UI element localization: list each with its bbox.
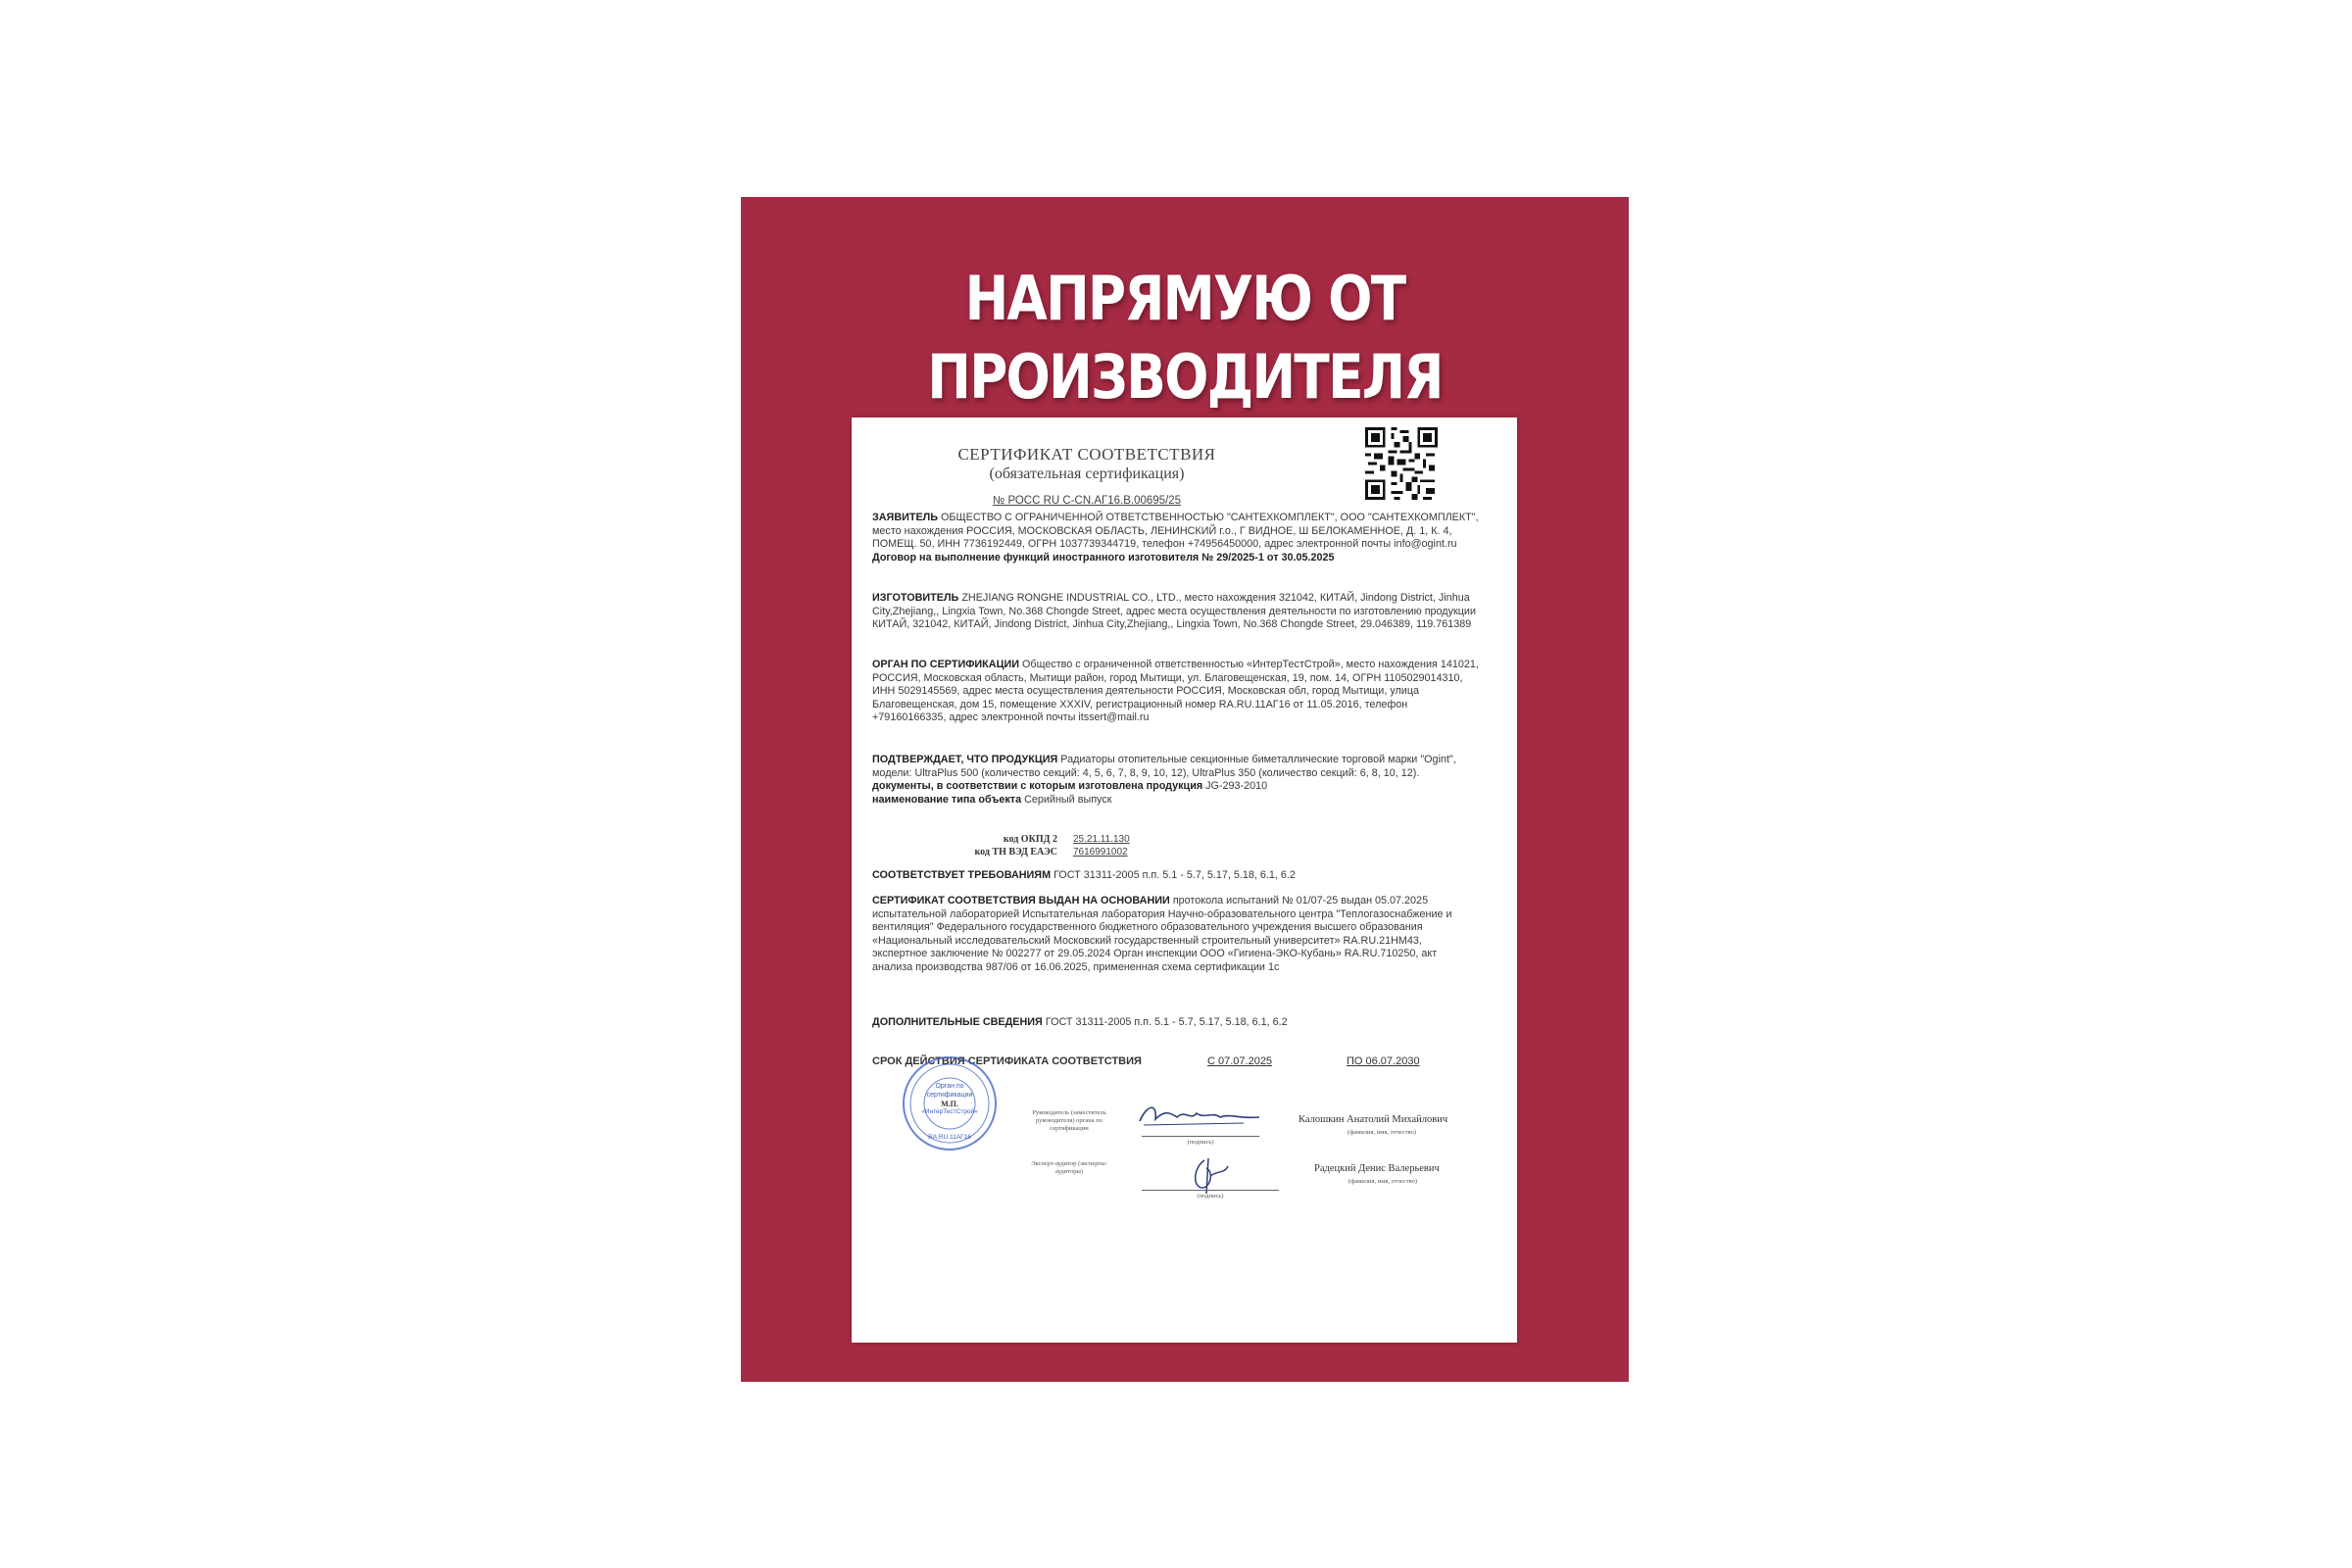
requirements-section — [872, 869, 1480, 883]
tnved-label: код ТН ВЭД ЕАЭС — [974, 847, 1057, 858]
qr-code-icon — [1365, 427, 1438, 500]
headline-line-2: ПРОИЗВОДИТЕЛЯ — [927, 341, 1443, 413]
object-type-label: наименование типа объекта — [872, 793, 1022, 806]
requirements-label: СООТВЕТСТВУЕТ ТРЕБОВАНИЯМ — [872, 869, 1052, 881]
product-codes — [930, 833, 1130, 858]
certificate-title: СЕРТИФИКАТ СООТВЕТСТВИЯ — [957, 445, 1216, 464]
applicant-label: ЗАЯВИТЕЛЬ — [872, 512, 939, 523]
tnved-value: 7616991002 — [1073, 847, 1128, 858]
certificate-document — [852, 417, 1517, 1343]
contract-text: Договор на выполнение функций иностранного изготовителя № 29/2025-1 от 30.05.2025 — [872, 551, 1335, 564]
stamp-line-2: сертификации — [926, 1092, 973, 1099]
applicant-section — [872, 512, 1480, 564]
validity-label: СРОК ДЕЙСТВИЯ СЕРТИФИКАТА СООТВЕТСТВИЯ — [872, 1055, 1142, 1067]
okpd-value: 25.21.11.130 — [1073, 834, 1130, 845]
applicant-text: ОБЩЕСТВО С ОГРАНИЧЕННОЙ ОТВЕТСТВЕННОСТЬЮ "САНТЕХКОМПЛЕКТ", ООО "САНТЕХКОМПЛЕКТ", место нахождения РОССИЯ, МОСКОВСКАЯ ОБЛАСТЬ, ЛЕНИНСКИЙ г.о., Г ВИДНОЕ, Ш БЕЛОКАМЕННОЕ, Д. 1, К. 4, ПОМЕЩ. 50, ИНН 7736192449, ОГРН 1037739344719, телефон +74956450000, адрес электронной почты info@ogint.ru — [872, 512, 1479, 551]
manufacturer-section — [872, 592, 1480, 632]
head-signature — [1136, 1100, 1263, 1129]
product-section — [872, 754, 1480, 807]
manufacturer-label: ИЗГОТОВИТЕЛЬ — [872, 592, 959, 604]
headline-line-1: НАПРЯМУЮ ОТ — [964, 263, 1405, 334]
stamp-line-4: RA.RU.11АГ16 — [928, 1134, 971, 1141]
stamp-line-1: Орган по — [935, 1083, 964, 1090]
additional-section — [872, 1016, 1480, 1030]
additional-label: ДОПОЛНИТЕЛЬНЫЕ СВЕДЕНИЯ — [872, 1016, 1043, 1028]
manufacturer-text: ZHEJIANG RONGHE INDUSTRIAL CO., LTD., место нахождения 321042, КИТАЙ, Jindong District, Jinhua City,Zhejiang,, Lingxia Town, No.368 Chongde Street, адрес места осуществления деятельности по изготовлению продукции КИТАЙ, 321042, КИТАЙ, Jindong District, Jinhua City,Zhejiang,, Lingxia Town, No.368 Chongde Street, 29.046389, 119.761389 — [872, 592, 1476, 631]
basis-text: протокола испытаний № 01/07-25 выдан 05.07.2025 испытательной лабораторией Испытательная лаборатория Научно-образовательного центра "Теплогазоснабжение и вентиляция" Федерального государственного бюджетного образовательного учреждения высшего образования «Национальный исследовательский Московский государственный строительный университет» RA.RU.21НМ43, экспертное заключение № 002277 от 29.05.2024 Орган инспекции ООО «Гигиена-ЭКО-Кубань» RA.RU.710250, акт анализа производства 987/06 от 16.06.2025, примененная схема сертификации 1с — [872, 895, 1452, 973]
promo-banner — [741, 197, 1629, 1382]
validity-to: ПО 06.07.2030 — [1347, 1055, 1420, 1067]
head-role: Руководитель (заместитель руководителя) органа по сертификации — [1032, 1109, 1106, 1132]
validity-from: С 07.07.2025 — [1207, 1055, 1273, 1067]
headline — [803, 260, 1566, 416]
certification-stamp — [901, 1054, 999, 1152]
okpd-label: код ОКПД 2 — [1003, 834, 1057, 845]
docs-value: JG-293-2010 — [1205, 780, 1268, 793]
head-name: Калошкин Анатолий Михайлович — [1298, 1114, 1448, 1125]
certification-body-label: ОРГАН ПО СЕРТИФИКАЦИИ — [872, 659, 1019, 670]
basis-section — [872, 895, 1480, 975]
product-text: Радиаторы отопительные секционные биметаллические торговой марки "Ogint", модели: UltraPlus 500 (количество секций: 4, 5, 6, 7, 8, 9, 10, 12), UltraPlus 350 (количество секций: 6, 8, 10, 12). — [872, 754, 1456, 779]
expert-name: Радецкий Денис Валерьевич — [1314, 1163, 1440, 1174]
object-type-value: Серийный выпуск — [1024, 793, 1112, 806]
head-sign-caption: (подпись) — [1187, 1139, 1214, 1146]
expert-role: Эксперт-аудитор (эксперты-аудиторы) — [1031, 1160, 1107, 1175]
expert-sign-caption: (подпись) — [1197, 1193, 1224, 1200]
certificate-number: № РОСС RU С-CN.АГ16.В.00695/25 — [992, 495, 1182, 507]
stamp-mp: М.П. — [941, 1100, 958, 1108]
additional-text: ГОСТ 31311-2005 п.п. 5.1 - 5.7, 5.17, 5.18, 6.1, 6.2 — [1045, 1016, 1288, 1028]
requirements-text: ГОСТ 31311-2005 п.п. 5.1 - 5.7, 5.17, 5.18, 6.1, 6.2 — [1054, 869, 1296, 881]
certification-body-text: Общество с ограниченной ответственностью «ИнтерТестСтрой», место нахождения 141021, РОССИЯ, Московская область, Мытищи район, город Мытищи, ул. Благовещенская, 19, пом. 14, ОГРН 1105029014310, ИНН 5029145569, адрес места осуществления деятельности РОССИЯ, Московская обл, город Мытищи, улица Благовещенская, дом 15, помещение XXXIV, регистрационный номер RA.RU.11АГ16 от 11.05.2016, телефон +79160166335, адрес электронной почты itssert@mail.ru — [872, 659, 1479, 724]
product-label: ПОДТВЕРЖДАЕТ, ЧТО ПРОДУКЦИЯ — [872, 754, 1058, 765]
stamp-line-3: «ИнтерТестСтрой» — [921, 1108, 978, 1115]
basis-label: СЕРТИФИКАТ СООТВЕТСТВИЯ ВЫДАН НА ОСНОВАНИИ — [872, 895, 1170, 906]
certification-body-section — [872, 659, 1480, 725]
docs-label: документы, в соответствии с которым изготовлена продукция — [872, 780, 1203, 793]
expert-name-caption: (фамилия, имя, отчество) — [1348, 1178, 1418, 1185]
head-name-caption: (фамилия, имя, отчество) — [1347, 1129, 1417, 1136]
certificate-subtitle: (обязательная сертификация) — [989, 466, 1185, 482]
